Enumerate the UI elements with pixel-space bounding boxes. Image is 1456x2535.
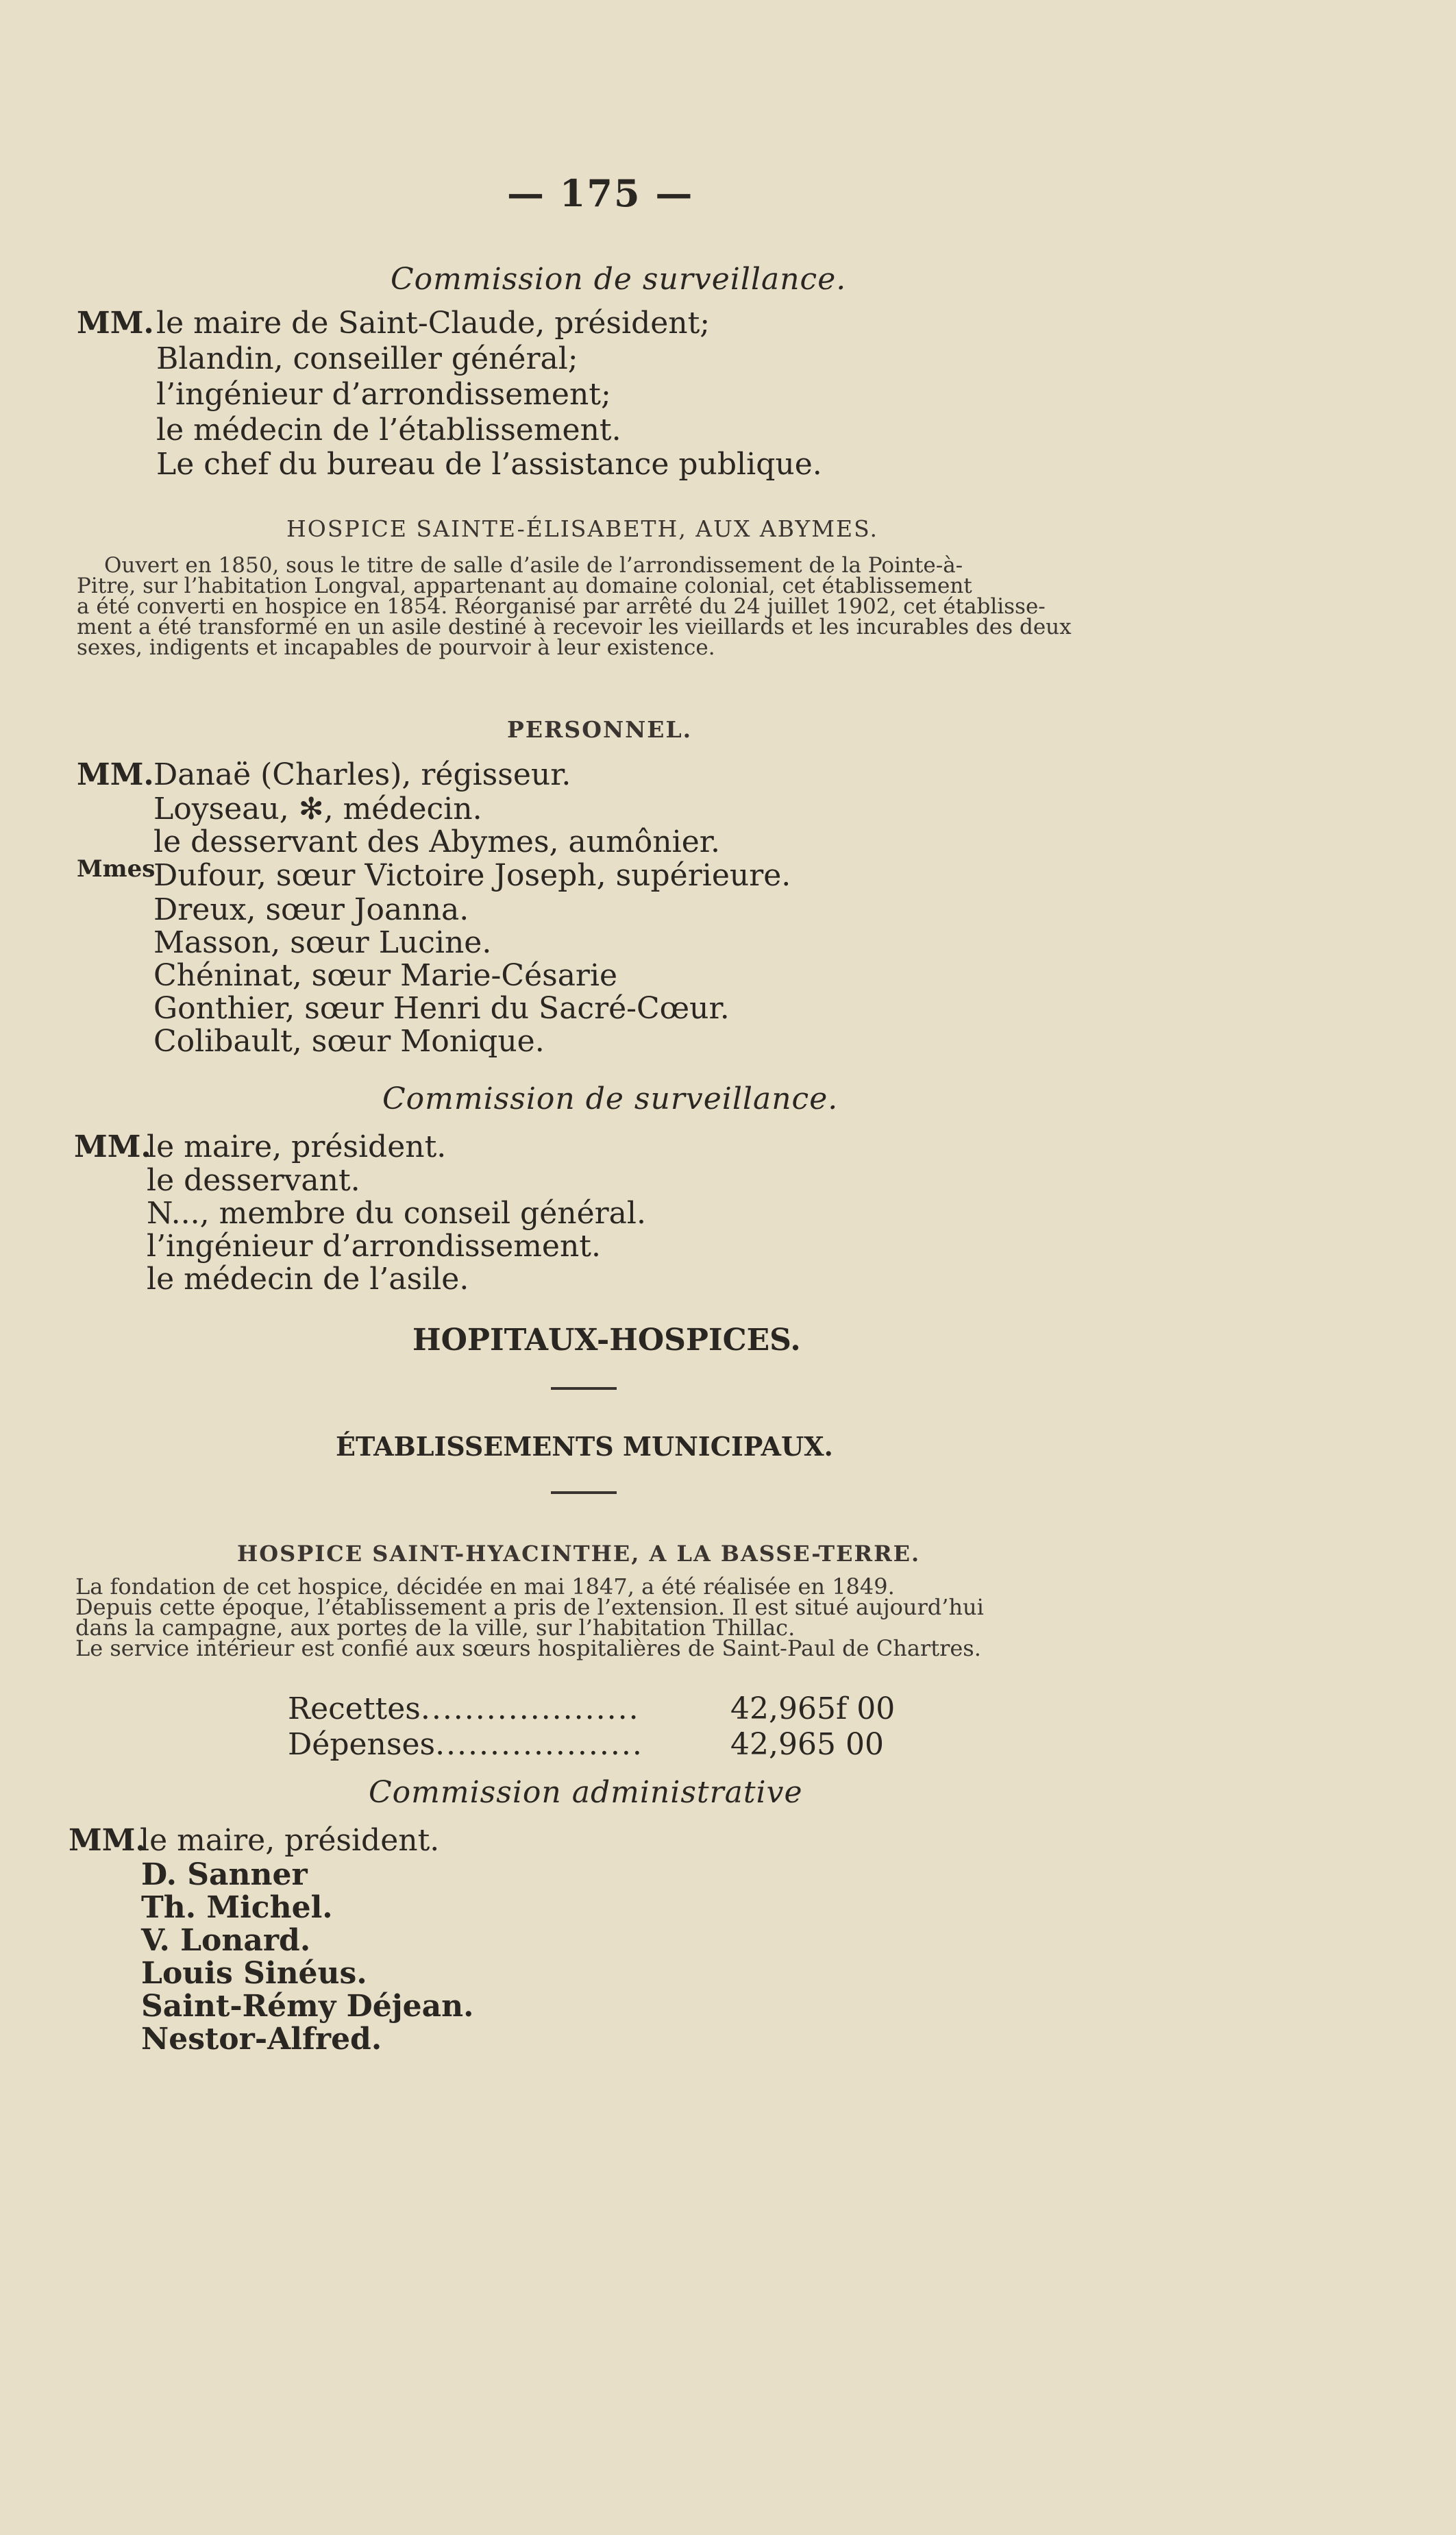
personnel-line: Loyseau, ✻, médecin.: [153, 792, 482, 826]
commission-heading-2: Commission de surveillance.: [382, 1081, 839, 1116]
description-line: Le service intérieur est confié aux sœurs hospitalières de Saint-Paul de Chartres.: [75, 1635, 981, 1661]
personnel-line: Danaë (Charles), régisseur.: [153, 757, 571, 792]
hospice-description-1: [77, 555, 1118, 658]
hospice-title-1: HOSPICE SAINTE-ÉLISABETH, AUX ABYMES.: [286, 515, 879, 542]
recettes-value: 42,965f 00: [730, 1691, 896, 1726]
separator-rule: [551, 1387, 617, 1390]
leader-dots: ....................: [420, 1691, 640, 1726]
separator-rule: [551, 1491, 617, 1494]
mm-prefix-1: MM.: [77, 306, 154, 341]
description-line: Depuis cette époque, l’établissement a pris de l’extension. Il est situé aujourd’hui: [75, 1594, 984, 1620]
personnel-line: Chéninat, sœur Marie-Césarie: [153, 958, 618, 993]
commission-line: l’ingénieur d’arrondissement.: [147, 1229, 601, 1264]
commission-line: Saint-Rémy Déjean.: [141, 1989, 474, 2024]
member-line: Le chef du bureau de l’assistance publique.: [156, 447, 822, 482]
commission-line: le maire, président.: [147, 1129, 447, 1164]
personnel-line: Dreux, sœur Joanna.: [153, 892, 469, 927]
depenses-value: 42,965 00: [730, 1727, 884, 1762]
commission-line: Louis Sinéus.: [141, 1956, 367, 1991]
member-line: l’ingénieur d’arrondissement;: [156, 377, 611, 412]
mmes-prefix: Mmes: [77, 855, 156, 883]
commission-line: N..., membre du conseil général.: [147, 1196, 646, 1231]
description-line: a été converti en hospice en 1854. Réorganisé par arrêté du 24 juillet 1902, cet établisse-: [77, 594, 1046, 619]
description-line: sexes, indigents et incapables de pourvoir à leur existence.: [77, 635, 715, 660]
commission-line: Nestor-Alfred.: [141, 2022, 382, 2057]
commission-line: V. Lonard.: [141, 1923, 311, 1958]
commission-line: Th. Michel.: [141, 1890, 333, 1925]
recettes-label: Recettes: [288, 1691, 421, 1726]
commission-heading-3: Commission administrative: [369, 1775, 803, 1810]
mm-prefix-3: MM.: [74, 1129, 151, 1164]
description-line: La fondation de cet hospice, décidée en mai 1847, a été réalisée en 1849.: [75, 1573, 895, 1600]
personnel-line: Gonthier, sœur Henri du Sacré-Cœur.: [153, 991, 730, 1026]
personnel-line: le desservant des Abymes, aumônier.: [153, 824, 720, 859]
hospice-title-2: HOSPICE SAINT-HYACINTHE, A LA BASSE-TERRE.: [237, 1541, 921, 1567]
page-number: — 175 —: [507, 171, 694, 215]
description-line: Pitre, sur l’habitation Longval, appartenant au domaine colonial, cet établissement: [77, 574, 972, 598]
hopitaux-heading: HOPITAUX-HOSPICES.: [412, 1323, 801, 1358]
description-line: Ouvert en 1850, sous le titre de salle d’asile de l’arrondissement de la Pointe-à-: [104, 553, 963, 578]
description-line: dans la campagne, aux portes de la ville, sur l’habitation Thillac.: [75, 1615, 795, 1641]
mm-prefix-4: MM.: [69, 1823, 146, 1858]
commission-line: le desservant.: [147, 1163, 360, 1198]
mm-prefix-2: MM.: [77, 757, 154, 792]
personnel-line: Colibault, sœur Monique.: [153, 1024, 545, 1059]
member-line: Blandin, conseiller général;: [156, 341, 578, 376]
depenses-label: Dépenses: [288, 1727, 436, 1762]
commission-line: le médecin de l’asile.: [147, 1262, 469, 1297]
commission-line: le maire, président.: [140, 1823, 440, 1858]
commission-line: D. Sanner: [141, 1857, 308, 1892]
personnel-line: Masson, sœur Lucine.: [153, 925, 492, 960]
etablissements-heading: ÉTABLISSEMENTS MUNICIPAUX.: [336, 1431, 833, 1462]
recettes-row: [288, 1691, 640, 1726]
hospice-description-2: [75, 1573, 1131, 1661]
leader-dots: ...................: [435, 1727, 643, 1762]
commission-heading-1: Commission de surveillance.: [391, 262, 847, 297]
description-line: ment a été transformé en un asile destiné à recevoir les vieillards et les incurables des deux: [77, 615, 1072, 639]
depenses-row: [288, 1727, 643, 1762]
personnel-line: Dufour, sœur Victoire Joseph, supérieure.: [153, 858, 791, 893]
member-line: le médecin de l’établissement.: [156, 413, 621, 448]
member-line: le maire de Saint-Claude, président;: [156, 306, 711, 341]
personnel-heading: PERSONNEL.: [507, 716, 693, 743]
